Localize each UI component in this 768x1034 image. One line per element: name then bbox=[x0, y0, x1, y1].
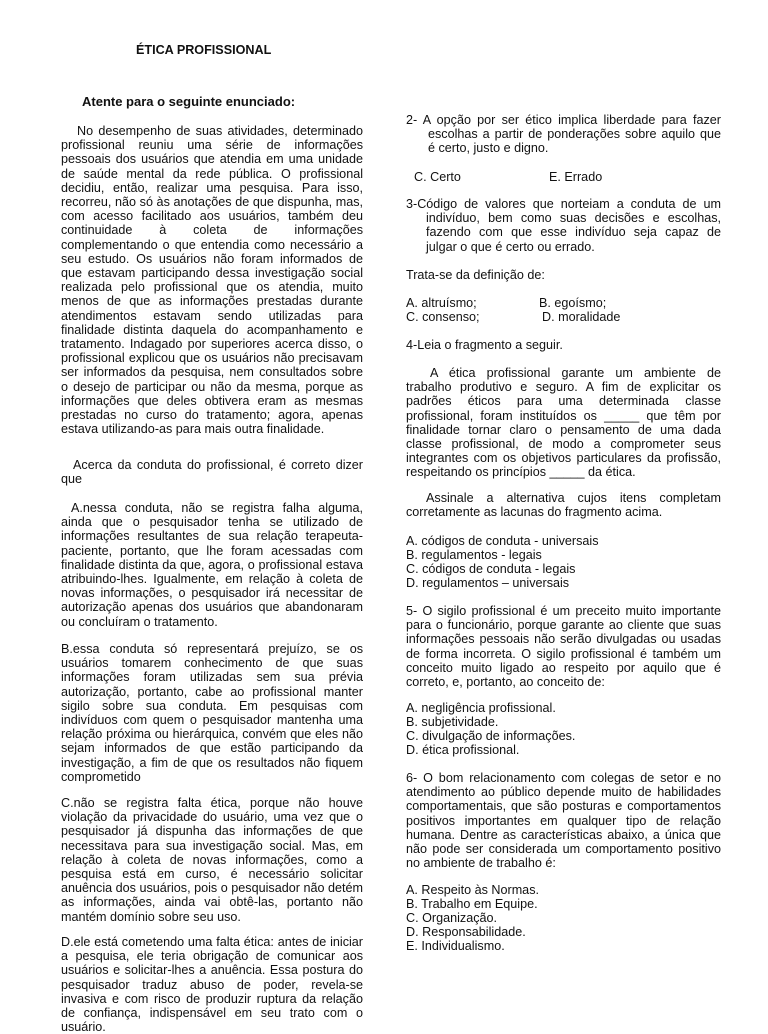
question3-subprompt: Trata-se da definição de: bbox=[406, 268, 545, 282]
question3-option-d[interactable]: D. moralidade bbox=[542, 310, 621, 324]
question3-option-b[interactable]: B. egoísmo; bbox=[539, 296, 607, 310]
question3-prompt: 3-Código de valores que norteiam a conduta de um indivíduo, bem como suas decisões e escolhas, fazendo com que esse indivíduo seja capaz de julgar o que é certo ou errado. bbox=[406, 197, 721, 254]
instruction-heading: Atente para o seguinte enunciado: bbox=[82, 94, 296, 109]
question6-option-b[interactable]: B. Trabalho em Equipe. bbox=[406, 897, 538, 911]
question4-option-d[interactable]: D. regulamentos – universais bbox=[406, 576, 570, 590]
question1-prompt: Acerca da conduta do profissional, é correto dizer que bbox=[61, 458, 363, 487]
case-passage: No desempenho de suas atividades, determinado profissional reuniu uma série de informações pessoais dos usuários que atendia em uma unidade de saúde mental da rede pública. O profissional decidiu, então, realizar uma pesquisa. Para isso, recorreu, não só às anotações de que dispunha, mas, com acesso facilitado aos usuários, também deu continuidade à coleta de informações complementando o que entendia como necessário a seu estudo. Os usuários não foram informados de que estavam participando dessa investigação social realizada pelo profissional que os atendia, muito menos de que as informações prestadas durante atendimentos estavam sendo utilizadas para finalidade distinta daquela do acompanhamento e tratamento. Indagado por superiores acerca disso, o profissional explicou que os usuários não precisavam ser informados da pesquisa, nem consultados sobre o desejo de participar ou não da mesma, porque as informações que deles obtivera eram as mesmas prestadas no curso do tratamento; agora, apenas estava utilizando-as para mais outra finalidade. bbox=[61, 124, 363, 437]
question4-option-c[interactable]: C. códigos de conduta - legais bbox=[406, 562, 576, 576]
question4-option-b[interactable]: B. regulamentos - legais bbox=[406, 548, 542, 562]
question6-prompt: 6- O bom relacionamento com colegas de setor e no atendimento ao público depende muito de habilidades comportamentais, que são posturas e comportamentos positivos importantes em qualquer tipo de relação humana. Dentre as características abaixo, a única que não pode ser considerada um comportamento positivo no ambiente de trabalho é: bbox=[406, 771, 721, 871]
question5-prompt: 5- O sigilo profissional é um preceito muito importante para o funcionário, porque garante ao cliente que suas informações pessoais não serão divulgadas ou usadas de forma incorreta. O sigilo profissional é também um conceito muito ligado ao respeito por aquilo que é correto, e, portanto, ao conceito de: bbox=[406, 604, 721, 690]
question5-option-c[interactable]: C. divulgação de informações. bbox=[406, 729, 576, 743]
question1-option-d[interactable]: D.ele está cometendo uma falta ética: antes de iniciar a pesquisa, ele teria obrigação de comunicar aos usuários e solicitar-lhes a anuência. Essa postura do pesquisador traduz abuso de poder, revela-se invasiva e com risco de produzir ruptura da relação de confiança, indispensável em seu trato com o usuário. bbox=[61, 935, 363, 1034]
question6-option-a[interactable]: A. Respeito às Normas. bbox=[406, 883, 539, 897]
question6-option-e[interactable]: E. Individualismo. bbox=[406, 939, 505, 953]
question4-option-a[interactable]: A. códigos de conduta - universais bbox=[406, 534, 599, 548]
question2-option-e[interactable]: E. Errado bbox=[549, 170, 603, 184]
question4-prompt: 4-Leia o fragmento a seguir. bbox=[406, 338, 563, 352]
question2-option-c[interactable]: C. Certo bbox=[414, 170, 461, 184]
question1-option-a[interactable]: A.nessa conduta, não se registra falha alguma, ainda que o pesquisador tenha se utilizado de informações resultantes de sua relação terapeuta-paciente, portanto, que lhe foram acessadas com finalidade distinta da que, agora, o profissional estava atribuindo-lhes. Igualmente, em relação à coleta de novas informações, o pesquisador irá necessitar de autorização apenas dos usuários que abandonaram ou concluíram o tratamento. bbox=[61, 501, 363, 629]
question3-option-a[interactable]: A. altruísmo; bbox=[406, 296, 477, 310]
question6-option-d[interactable]: D. Responsabilidade. bbox=[406, 925, 526, 939]
question3-option-c[interactable]: C. consenso; bbox=[406, 310, 480, 324]
question5-option-b[interactable]: B. subjetividade. bbox=[406, 715, 499, 729]
question5-option-a[interactable]: A. negligência profissional. bbox=[406, 701, 556, 715]
question6-option-c[interactable]: C. Organização. bbox=[406, 911, 497, 925]
question5-option-d[interactable]: D. ética profissional. bbox=[406, 743, 520, 757]
question4-instruction: Assinale a alternativa cujos itens completam corretamente as lacunas do fragmento acima. bbox=[406, 491, 721, 520]
question1-option-c[interactable]: C.não se registra falta ética, porque não houve violação da privacidade do usuário, uma vez que o pesquisador já dispunha das informações de que necessitava para sua investigação social. Mas, em relação à coleta de novas informações, como a pesquisa está em curso, é necessário solicitar anuência dos usuários, pois o pesquisador não detém as informações, ainda vai obtê-las, portanto não mantém domínio sobre seu uso. bbox=[61, 796, 363, 924]
question4-fragment: A ética profissional garante um ambiente de trabalho produtivo e seguro. A fim de explicitar os padrões éticos para uma determinada classe profissional, foram instituídos os _____ que têm por finalidade tornar claro o pensamento de uma dada classe profissional, de modo a comprometer seus integrantes com os objetivos particulares da profissão, respeitando os princípios _____ da ética. bbox=[406, 366, 721, 480]
question2-prompt: 2- A opção por ser ético implica liberdade para fazer escolhas a partir de ponderações sobre aquilo que é certo, justo e digno. bbox=[406, 113, 721, 156]
question1-option-b[interactable]: B.essa conduta só representará prejuízo, se os usuários tomarem conhecimento de que suas informações foram utilizadas sem sua prévia autorização, portanto, cabe ao profissional manter sigilo sobre sua conduta. Em pesquisas com indivíduos com quem o pesquisador mantenha uma relação próxima ou hierárquica, convém que eles não sejam informados de que estão participando da investigação, a fim de que os resultados não fiquem comprometido bbox=[61, 642, 363, 784]
page-title: ÉTICA PROFISSIONAL bbox=[136, 43, 272, 57]
